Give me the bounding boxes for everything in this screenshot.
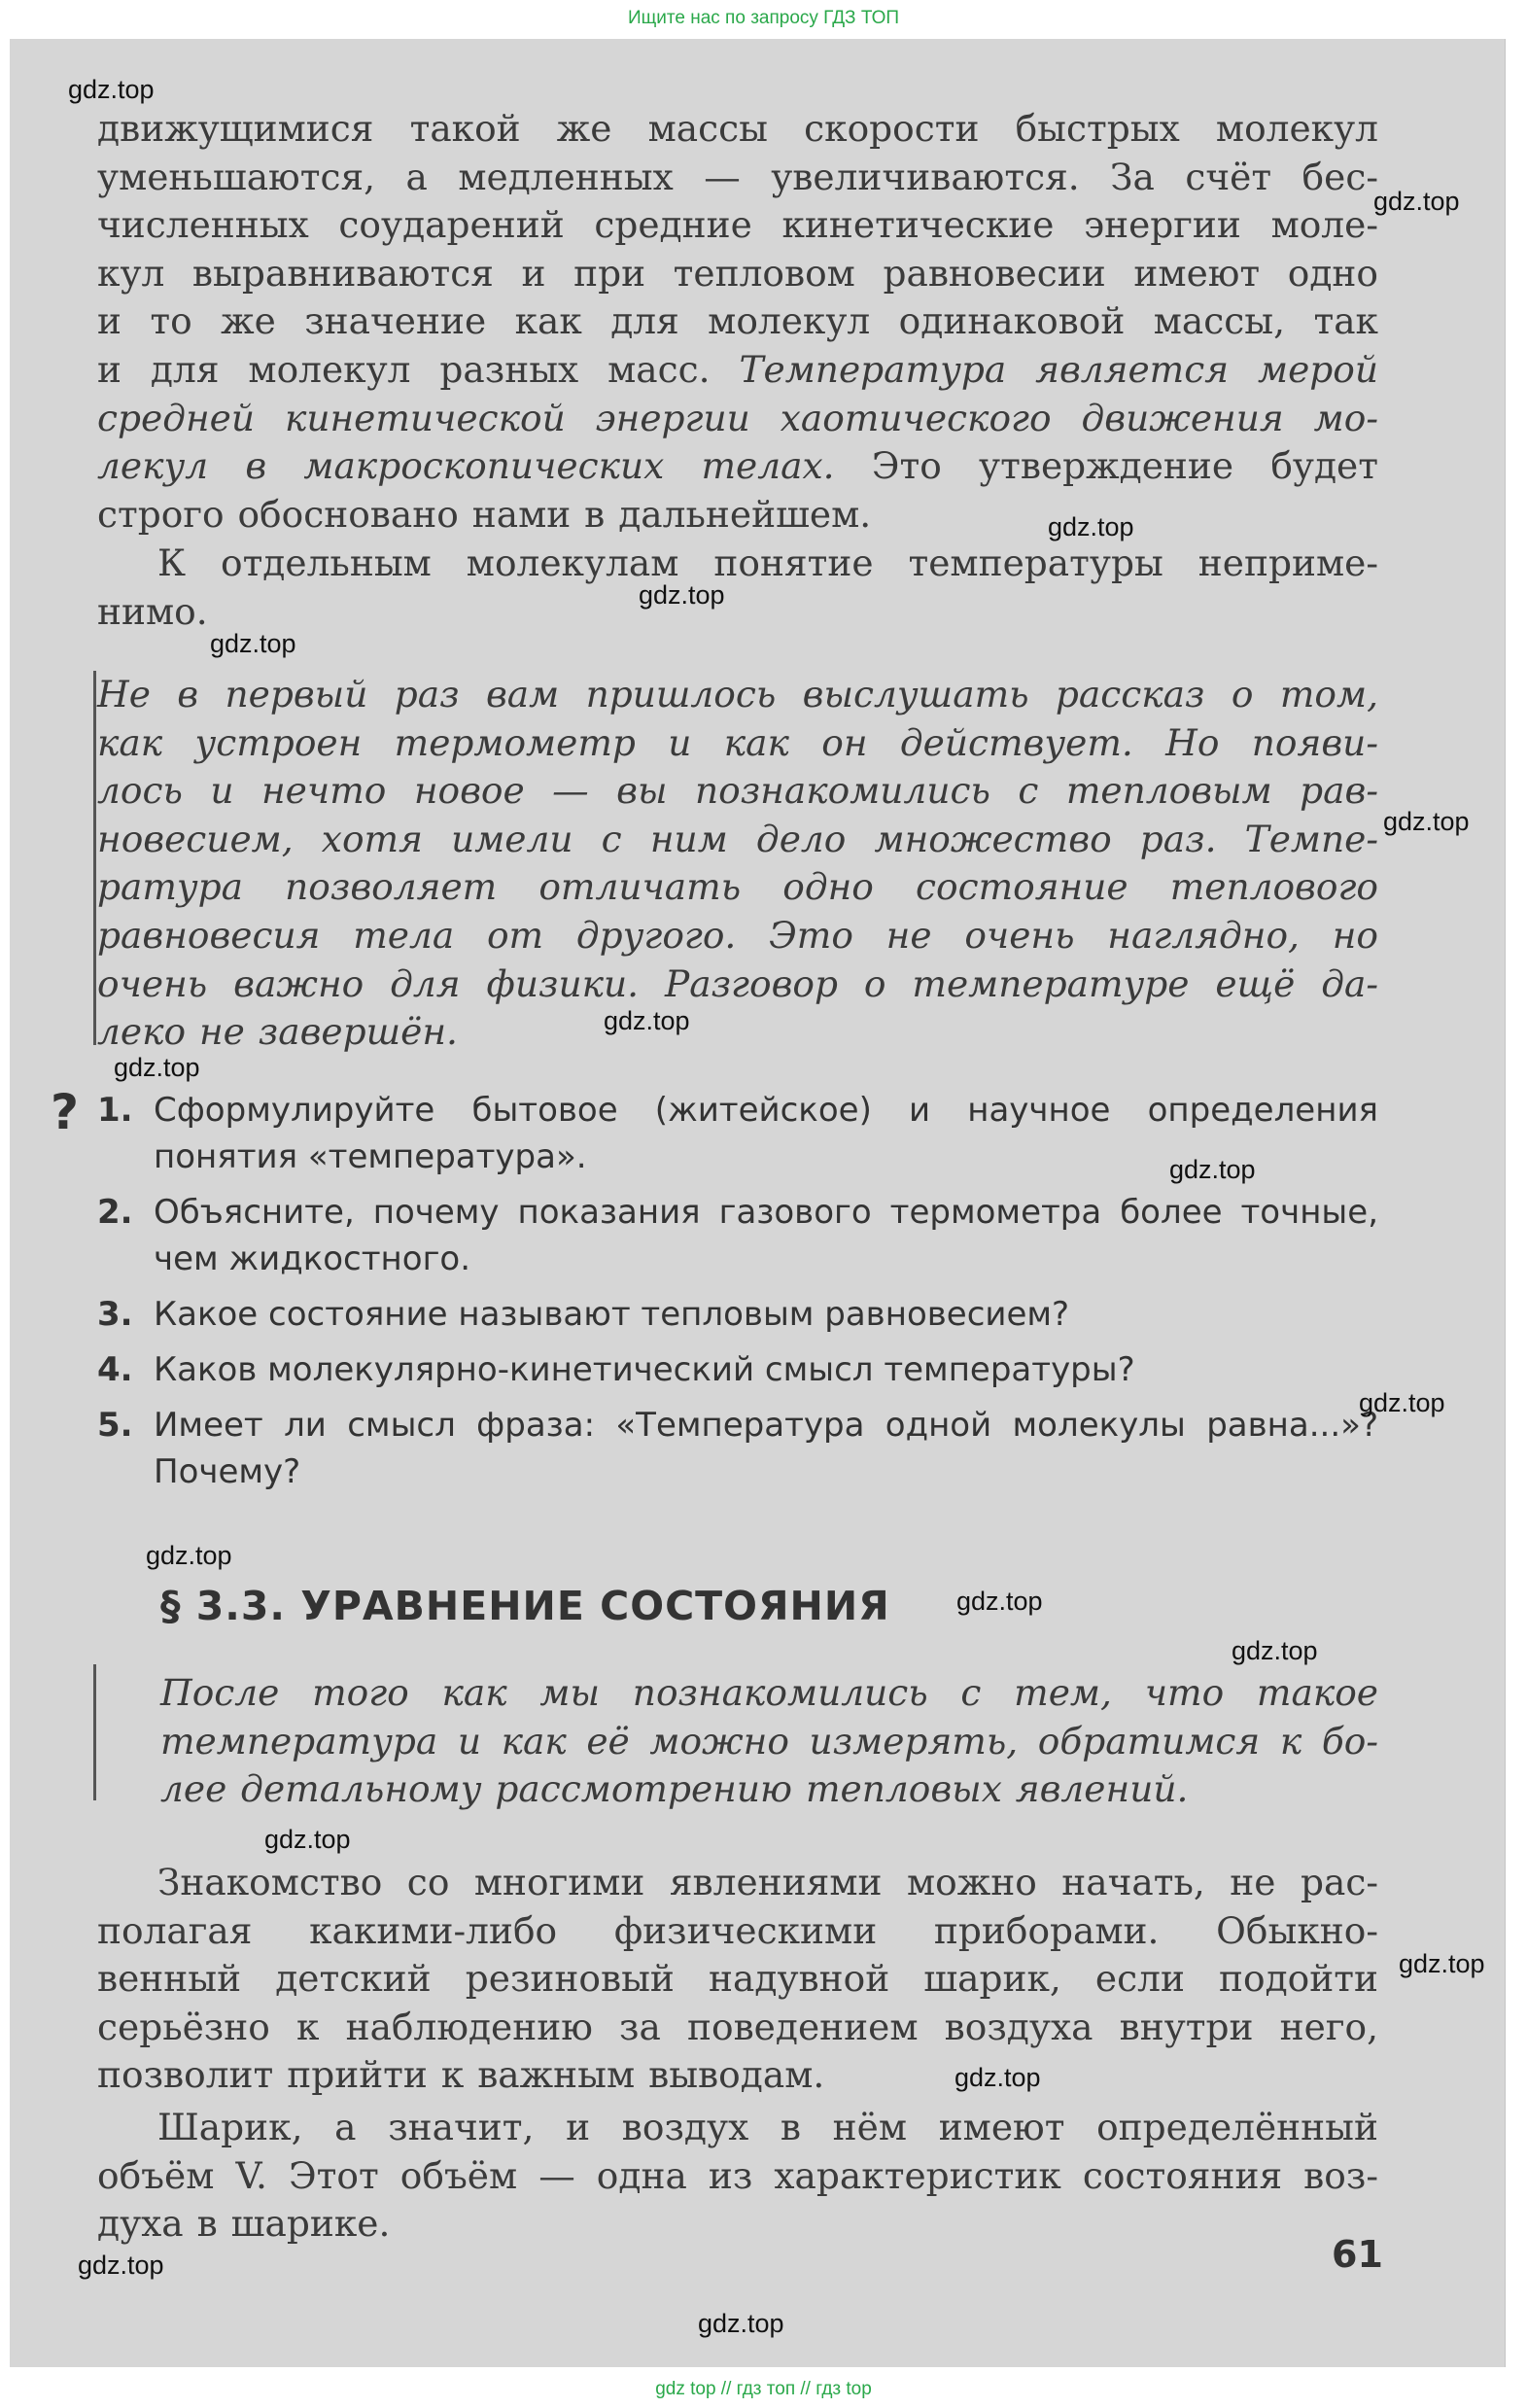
- text-line: лее детальному рассмотрению тепловых явлений.: [160, 1767, 1189, 1811]
- text-normal: Это утверждение будет: [834, 444, 1378, 488]
- text-line: новесием, хотя имели с ним дело множество раз. Темпе-: [97, 817, 1378, 860]
- question-item: [97, 1346, 1378, 1393]
- text-line: движущимися такой же массы скорости быстрых молекул: [97, 107, 1378, 150]
- text-line: температура и как её можно измерять, обратимся к бо-: [160, 1719, 1378, 1762]
- watermark-text: gdz.top: [1399, 1949, 1485, 1978]
- text-line: объём V. Этот объём — одна из характеристик состояния воз-: [97, 2153, 1378, 2197]
- summary-bar: [93, 671, 96, 1045]
- paragraph-2: [97, 540, 1378, 636]
- text-line: равновесия тела от другого. Это не очень наглядно, но: [97, 913, 1378, 957]
- text-line: серьёзно к наблюдению за поведением воздуха внутри него,: [97, 2005, 1378, 2048]
- bottom-banner[interactable]: gdz top // гдз топ // гдз top: [655, 2379, 872, 2399]
- top-banner[interactable]: Ищите нас по запросу ГДЗ ТОП: [627, 8, 900, 28]
- question-number: 5.: [97, 1406, 133, 1445]
- watermark-text: gdz.top: [956, 1587, 1043, 1616]
- question-text: Имеет ли смысл фраза: «Температура одной молекулы равна...»? Почему?: [154, 1406, 1378, 1491]
- text-line: позволит прийти к важным выводам.: [97, 2053, 825, 2097]
- question-number: 2.: [97, 1193, 133, 1232]
- text-line: лось и нечто новое — вы познакомились с тепловым рав-: [97, 769, 1378, 813]
- text-line: Знакомство со многими явлениями можно начать, не рас-: [157, 1861, 1378, 1903]
- text-normal: и для молекул разных масс.: [97, 347, 740, 391]
- watermark-text: gdz.top: [1359, 1388, 1445, 1417]
- paragraph-3: [97, 1859, 1378, 2100]
- summary-block: [97, 671, 1378, 1057]
- text-line: уменьшаются, а медленных — увеличиваются. За счёт бес-: [97, 155, 1378, 198]
- paragraph-4: [97, 2104, 1378, 2249]
- definition-italic: Температура является мерой: [739, 347, 1378, 391]
- watermark-text: gdz.top: [1048, 512, 1134, 541]
- intro-block: [160, 1669, 1378, 1814]
- definition-italic: лекул в макроскопических телах.: [97, 444, 835, 488]
- watermark-text: gdz.top: [954, 2063, 1041, 2092]
- question-number: 3.: [97, 1295, 133, 1334]
- definition-italic: средней кинетической энергии хаотического движения мо-: [97, 396, 1378, 439]
- watermark-text: gdz.top: [114, 1053, 200, 1082]
- text-line: Шарик, а значит, и воздух в нём имеют определённый: [157, 2106, 1378, 2148]
- text-line: Не в первый раз вам пришлось выслушать рассказ о том,: [97, 673, 1378, 715]
- question-item: [97, 1189, 1378, 1282]
- question-number: 4.: [97, 1350, 133, 1389]
- watermark-text: gdz.top: [1169, 1155, 1256, 1184]
- page-number: 61: [1332, 2233, 1383, 2276]
- text-line: духа в шарике.: [97, 2202, 391, 2246]
- text-line: ратура позволяет отличать одно состояние теплового: [97, 865, 1378, 909]
- question-item: [97, 1291, 1378, 1338]
- text-line: как устроен термометр и как он действует. Но появи-: [97, 720, 1378, 764]
- watermark-text: gdz.top: [210, 629, 296, 658]
- text-line: полагая какими-либо физическими приборами. Обыкно-: [97, 1908, 1378, 1952]
- intro-bar: [93, 1664, 96, 1800]
- text-line: [97, 346, 1378, 395]
- text-line: К отдельным молекулам понятие температуры неприме-: [157, 541, 1378, 584]
- question-mark-icon: ?: [51, 1084, 80, 1140]
- text-line: очень важно для физики. Разговор о температуре ещё да-: [97, 961, 1378, 1005]
- text-line: [97, 395, 1378, 443]
- watermark-text: gdz.top: [604, 1006, 690, 1035]
- text-line: венный детский резиновый надувной шарик, если подойти: [97, 1957, 1378, 2001]
- watermark-text: gdz.top: [1373, 187, 1460, 216]
- text-line: и то же значение как для молекул одинаковой массы, так: [97, 299, 1378, 343]
- text-line: [97, 442, 1378, 491]
- question-text: Какое состояние называют тепловым равновесием?: [154, 1295, 1070, 1334]
- watermark-text: gdz.top: [146, 1541, 232, 1570]
- section-title: § 3.3. УРАВНЕНИЕ СОСТОЯНИЯ: [160, 1583, 890, 1629]
- question-text: Объясните, почему показания газового термометра более точные, чем жидкостного.: [154, 1193, 1378, 1278]
- questions-list: [97, 1087, 1378, 1504]
- watermark-text: gdz.top: [264, 1825, 351, 1854]
- watermark-text: gdz.top: [78, 2251, 164, 2280]
- watermark-text: gdz.top: [1232, 1636, 1318, 1665]
- watermark-text: gdz.top: [1383, 807, 1470, 836]
- watermark-text: gdz.top: [639, 580, 725, 610]
- paragraph-1: [97, 105, 1378, 539]
- text-line: нимо.: [97, 589, 208, 633]
- watermark-text: gdz.top: [698, 2309, 784, 2338]
- text-line: леко не завершён.: [97, 1010, 458, 1054]
- question-number: 1.: [97, 1091, 133, 1130]
- question-text: Каков молекулярно-кинетический смысл температуры?: [154, 1350, 1135, 1389]
- text-line: кул выравниваются и при тепловом равновесии имеют одно: [97, 251, 1378, 295]
- watermark-text: gdz.top: [68, 75, 155, 104]
- question-item: [97, 1402, 1378, 1495]
- text-line: численных соударений средние кинетические энергии моле-: [97, 203, 1378, 247]
- text-line: строго обосновано нами в дальнейшем.: [97, 492, 872, 536]
- question-text: Сформулируйте бытовое (житейское) и научное определения понятия «температура».: [154, 1091, 1378, 1176]
- text-line: После того как мы познакомились с тем, что такое: [160, 1671, 1378, 1714]
